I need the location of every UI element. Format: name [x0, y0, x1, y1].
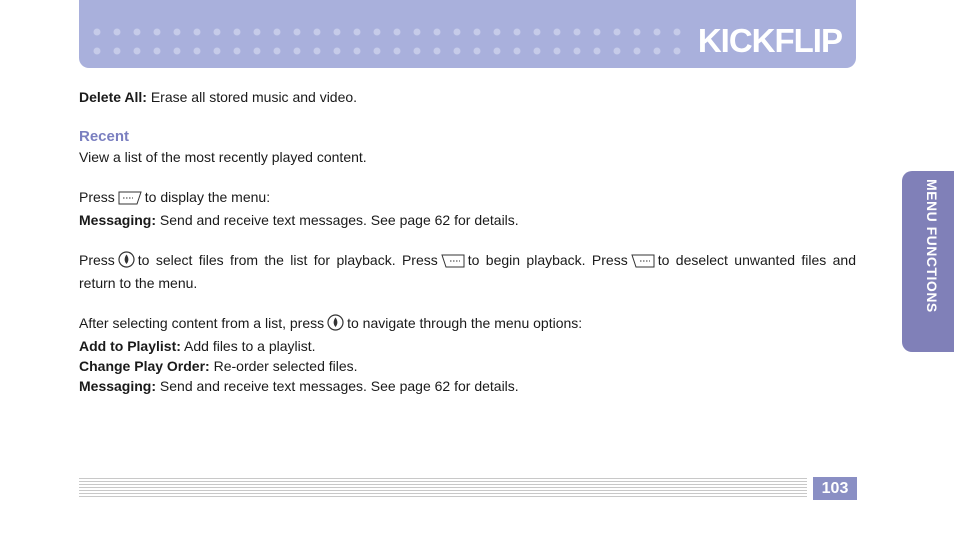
messaging-line [79, 210, 856, 230]
after-select-text-2: to navigate through the menu options: [347, 315, 583, 331]
messaging-label: Messaging: [79, 212, 157, 228]
press-menu-line [79, 187, 856, 210]
kickflip-logo: KICKFLIP [697, 22, 842, 59]
messaging2-label: Messaging: [79, 378, 157, 394]
messaging2-line [79, 376, 856, 396]
nav-button-icon [327, 314, 344, 336]
nav-button-icon [118, 251, 135, 273]
after-select-line [79, 313, 856, 336]
section-side-tab [902, 171, 954, 352]
page-body [79, 87, 856, 396]
header-dot-pattern [91, 26, 691, 56]
page-number: 103 [813, 477, 857, 500]
recent-description: View a list of the most recently played content. [79, 149, 367, 165]
after-select-text: After selecting content from a list, press [79, 315, 325, 331]
footer-rule-lines [79, 477, 807, 499]
press-menu-text: to display the menu: [144, 189, 271, 205]
delete-all-line [79, 87, 856, 107]
select-text-1: to select files from the list for playback. Press [137, 252, 438, 268]
change-order-label: Change Play Order: [79, 358, 210, 374]
messaging2-text: Send and receive text messages. See page 62 for details. [156, 378, 519, 394]
add-playlist-label: Add to Playlist: [79, 338, 181, 354]
add-playlist-text: Add files to a playlist. [180, 338, 316, 354]
recent-heading: Recent [79, 128, 130, 145]
side-tab-label: MENU FUNCTIONS [924, 179, 940, 313]
messaging-text: Send and receive text messages. See page 62 for details. [156, 212, 519, 228]
delete-all-text: Erase all stored music and video. [146, 89, 358, 105]
page-header-banner [79, 0, 856, 68]
change-order-line [79, 356, 856, 376]
delete-all-label: Delete All: [79, 89, 147, 105]
press-word: Press [79, 252, 115, 268]
press-word: Press [79, 189, 115, 205]
change-order-text: Re-order selected files. [209, 358, 358, 374]
select-text-2: to begin playback. Press [467, 252, 628, 268]
select-text-3: to deselect unwanted files and return to the menu. [79, 252, 857, 291]
play-key-icon [441, 253, 465, 273]
menu-key-icon [118, 190, 142, 210]
add-playlist-line [79, 336, 856, 356]
deselect-key-icon [631, 253, 655, 273]
select-files-paragraph [79, 250, 856, 293]
